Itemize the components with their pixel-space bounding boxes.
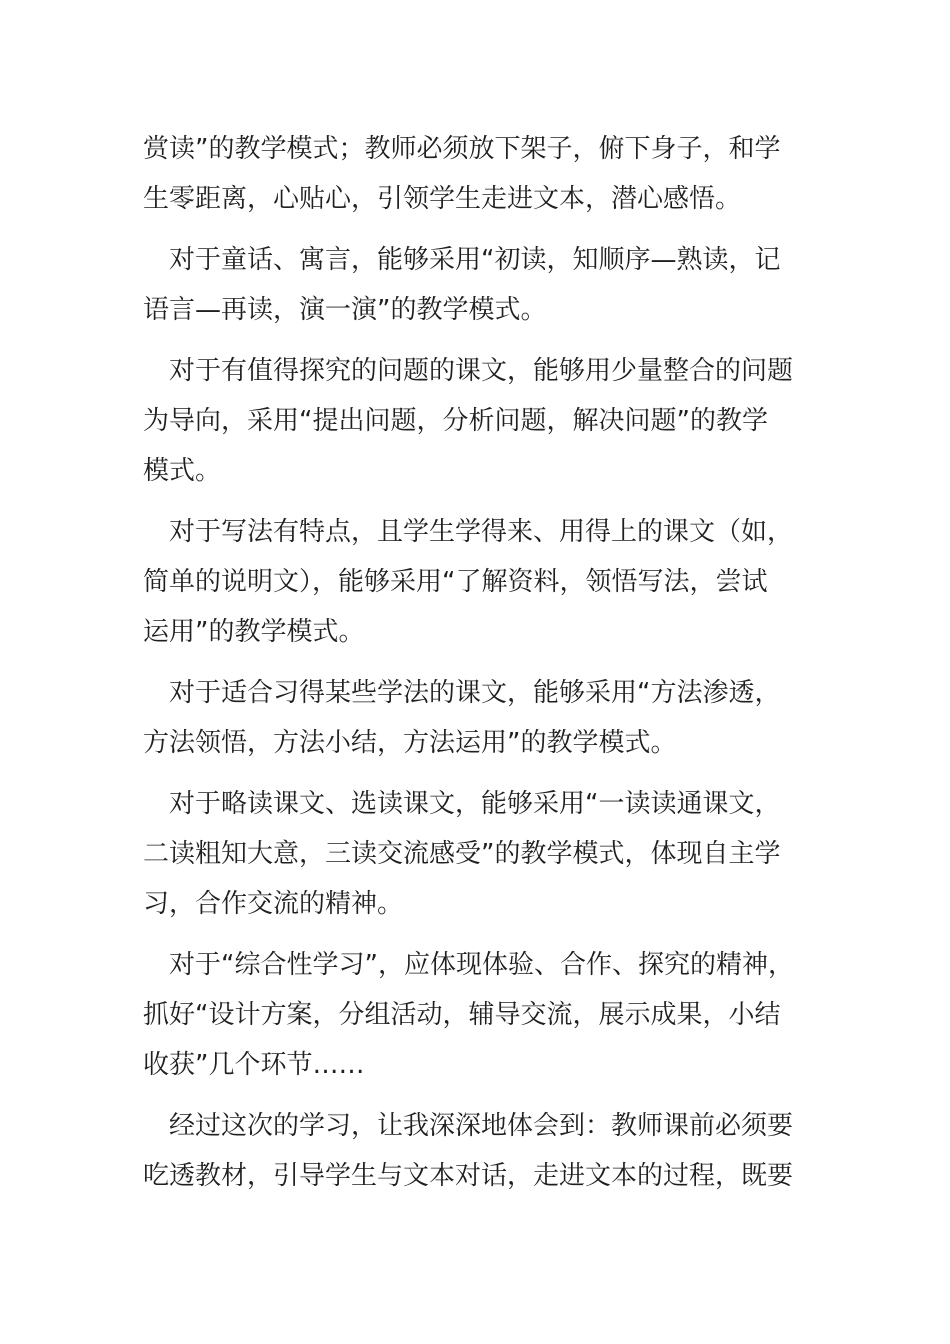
text-line: 对于童话、寓言，能够采用“初读，知顺序—熟读，记 (169, 245, 781, 275)
text-line: 对于略读课文、选读课文，能够采用“一读读通课文， (169, 789, 781, 819)
text-line: 收获”几个环节…… (143, 1050, 365, 1080)
paragraph-writing-style (143, 507, 803, 657)
text-line: 二读粗知大意，三读交流感受”的教学模式，体现自主学 (143, 839, 781, 869)
text-line: 习，合作交流的精神。 (143, 889, 404, 919)
paragraph-methods (143, 668, 803, 768)
text-line: 模式。 (143, 456, 222, 486)
text-line: 对于有值得探究的问题的课文，能够用少量整合的问题 (169, 356, 794, 386)
paragraph-reflection (143, 1101, 803, 1201)
text-line: 语言—再读，演一演”的教学模式。 (143, 295, 547, 325)
text-line: 经过这次的学习，让我深深地体会到：教师课前必须要 (169, 1111, 794, 1141)
text-line: 对于适合习得某些学法的课文，能够采用“方法渗透， (169, 678, 781, 708)
text-line: 生零距离，心贴心，引领学生走进文本，潜心感悟。 (143, 184, 742, 214)
text-line: 方法领悟，方法小结，方法运用”的教学模式。 (143, 728, 677, 758)
text-line: 吃透教材，引导学生与文本对话，走进文本的过程，既要 (143, 1161, 794, 1191)
document-body (143, 124, 803, 1212)
text-line: 对于写法有特点，且学生学得来、用得上的课文（如， (169, 517, 794, 547)
text-line: 赏读”的教学模式；教师必须放下架子，俯下身子，和学 (143, 134, 781, 164)
paragraph-continuation (143, 124, 803, 224)
text-line: 对于“综合性学习”，应体现体验、合作、探究的精神， (169, 950, 794, 980)
paragraph-fairy-tales (143, 235, 803, 335)
text-line: 运用”的教学模式。 (143, 617, 365, 647)
paragraph-inquiry (143, 346, 803, 496)
text-line: 抓好“设计方案，分组活动，辅导交流，展示成果，小结 (143, 1000, 781, 1030)
paragraph-comprehensive-learning (143, 940, 803, 1090)
text-line: 简单的说明文），能够采用“了解资料，领悟写法，尝试 (143, 567, 768, 597)
text-line: 为导向，采用“提出问题，分析问题，解决问题”的教学 (143, 406, 768, 436)
paragraph-skim-reading (143, 779, 803, 929)
